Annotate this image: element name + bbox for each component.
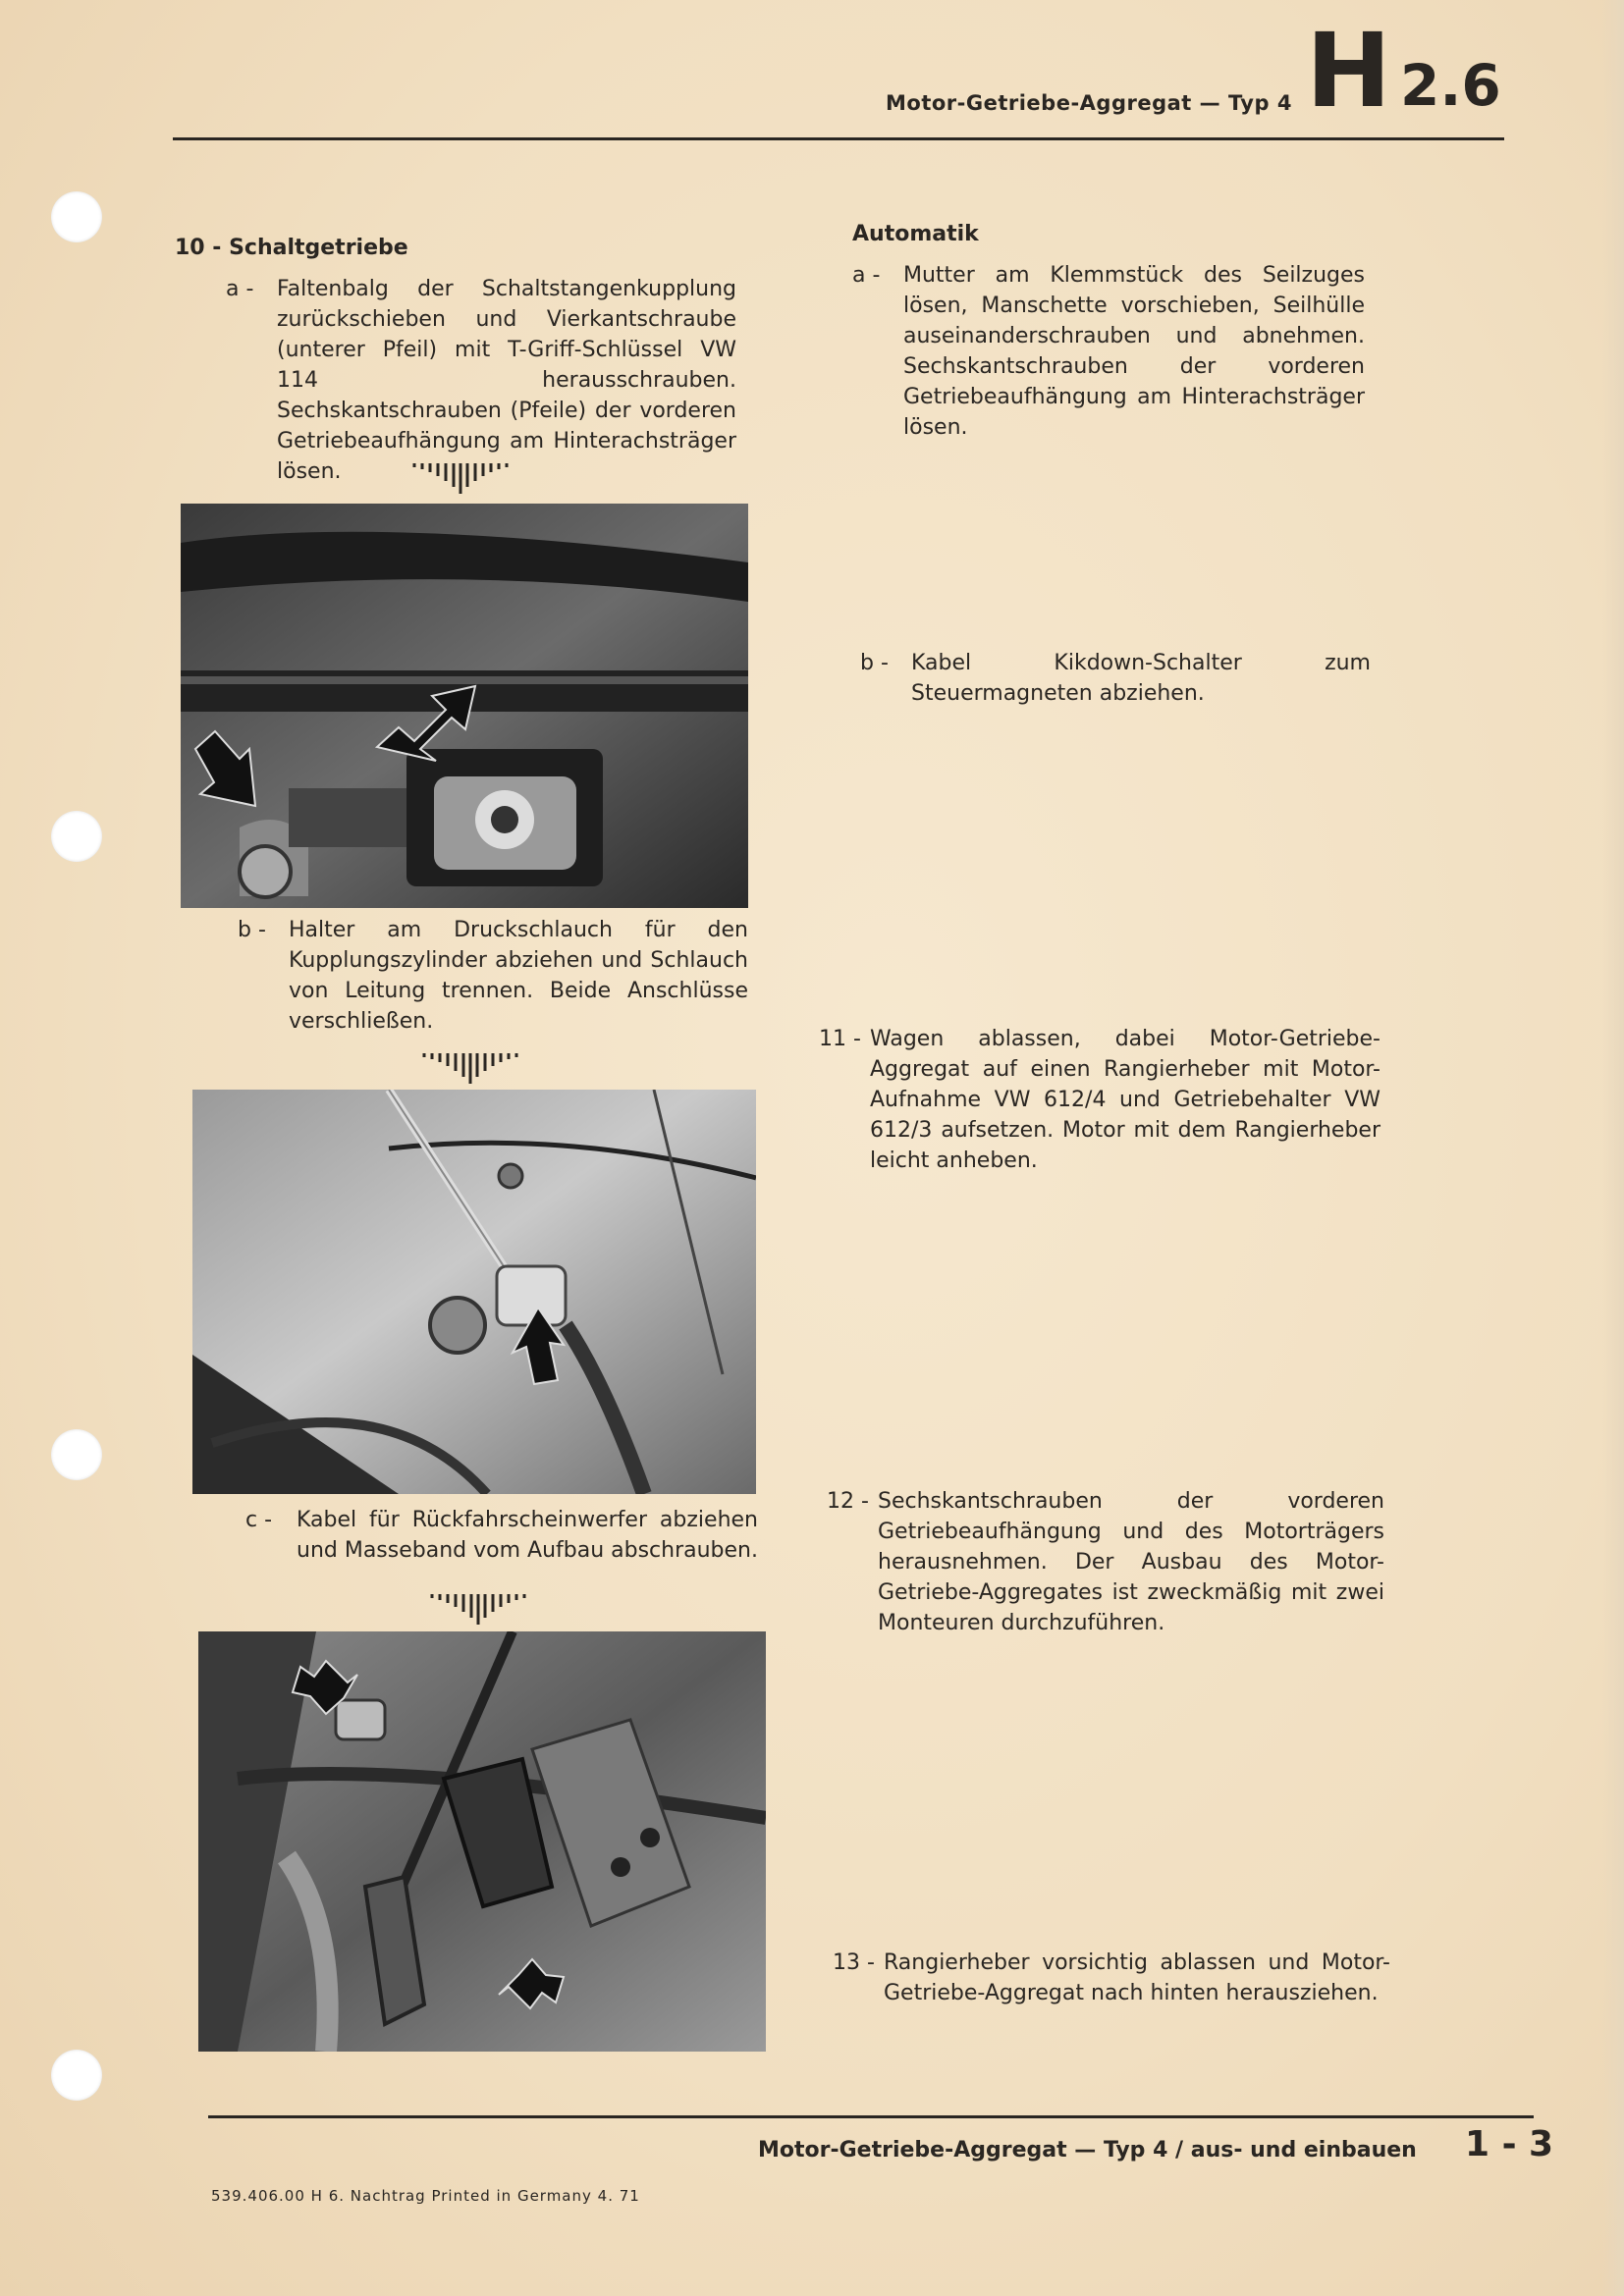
step-a-automatik <box>852 260 1365 443</box>
punch-hole <box>51 2050 102 2101</box>
down-arrow-icon <box>406 461 514 497</box>
page-edge <box>1602 0 1624 2296</box>
header-title: Motor-Getriebe-Aggregat — Typ 4 <box>886 91 1292 115</box>
step-label: b - <box>860 651 889 675</box>
step-text: Mutter am Klemmstück des Seilzuges lösen, Manschette vorschieben, Seilhülle auseinanderschrauben und abnehmen. Sechskantschrauben der vorderen Getriebeaufhängung am Hinterachsträger lösen. <box>903 263 1365 440</box>
step-label: a - <box>852 263 881 288</box>
step-a-schaltgetriebe <box>226 274 736 487</box>
step-13 <box>833 1948 1390 2008</box>
step-b-automatik <box>860 648 1371 709</box>
step-12 <box>827 1486 1384 1638</box>
header-rule <box>173 137 1504 140</box>
step-label: 12 - <box>827 1489 869 1514</box>
step-text: Sechskantschrauben der vorderen Getriebeaufhängung und des Motorträgers herausnehmen. Der Ausbau des Motor-Getriebe-Aggregates ist zweckmäßig mit zwei Monteuren durchzuführen. <box>878 1489 1384 1635</box>
print-metadata: 539.406.00 H 6. Nachtrag Printed in Germany 4. 71 <box>211 2187 640 2205</box>
punch-hole <box>51 811 102 862</box>
step-label: 13 - <box>833 1950 875 1975</box>
footer-title: Motor-Getriebe-Aggregat — Typ 4 / aus- und einbauen <box>758 2138 1417 2163</box>
page-number: 1 - 3 <box>1465 2124 1554 2164</box>
step-b-schaltgetriebe <box>238 915 748 1037</box>
photo-pressure-hose <box>192 1090 756 1494</box>
photo-shift-rod-coupling <box>181 504 748 908</box>
step-label: b - <box>238 918 266 942</box>
punch-hole <box>51 1429 102 1480</box>
step-c-schaltgetriebe <box>245 1505 758 1566</box>
step-label: c - <box>245 1508 273 1532</box>
step-text: Kabel für Rückfahrscheinwerfer abziehen und Masseband vom Aufbau abschrauben. <box>297 1508 758 1563</box>
down-arrow-icon <box>416 1051 524 1087</box>
step-text: Wagen ablassen, dabei Motor-Getriebe-Aggregat auf einen Rangierheber mit Motor-Aufnahme VW 612/4 und Getriebehalter VW 612/3 aufsetzen. Motor mit dem Rangierheber leicht anheben. <box>870 1027 1380 1173</box>
punch-hole <box>51 191 102 242</box>
step-text: Faltenbalg der Schaltstangenkupplung zurückschieben und Vierkantschraube (unterer Pfeil) mit T-Griff-Schlüssel VW 114 herausschrauben. Sechskantschrauben (Pfeile) der vorderen Getriebeaufhängung am Hinterachsträger lösen. <box>277 277 736 484</box>
step-text: Kabel Kikdown-Schalter zum Steuermagneten abziehen. <box>911 651 1371 706</box>
down-arrow-icon <box>424 1592 532 1628</box>
footer-rule <box>208 2115 1534 2118</box>
step-11 <box>819 1024 1380 1176</box>
section-letter: H <box>1306 11 1392 131</box>
section-heading-automatik: Automatik <box>852 222 979 246</box>
section-heading-schaltgetriebe: 10 - Schaltgetriebe <box>175 236 408 260</box>
photo-reversing-light-cable <box>198 1631 766 2052</box>
section-number: 2.6 <box>1400 52 1501 119</box>
step-text: Halter am Druckschlauch für den Kupplungszylinder abziehen und Schlauch von Leitung trennen. Beide Anschlüsse verschließen. <box>289 918 748 1034</box>
step-label: a - <box>226 277 254 301</box>
step-text: Rangierheber vorsichtig ablassen und Motor-Getriebe-Aggregat nach hinten herausziehen. <box>884 1950 1390 2005</box>
step-label: 11 - <box>819 1027 861 1051</box>
